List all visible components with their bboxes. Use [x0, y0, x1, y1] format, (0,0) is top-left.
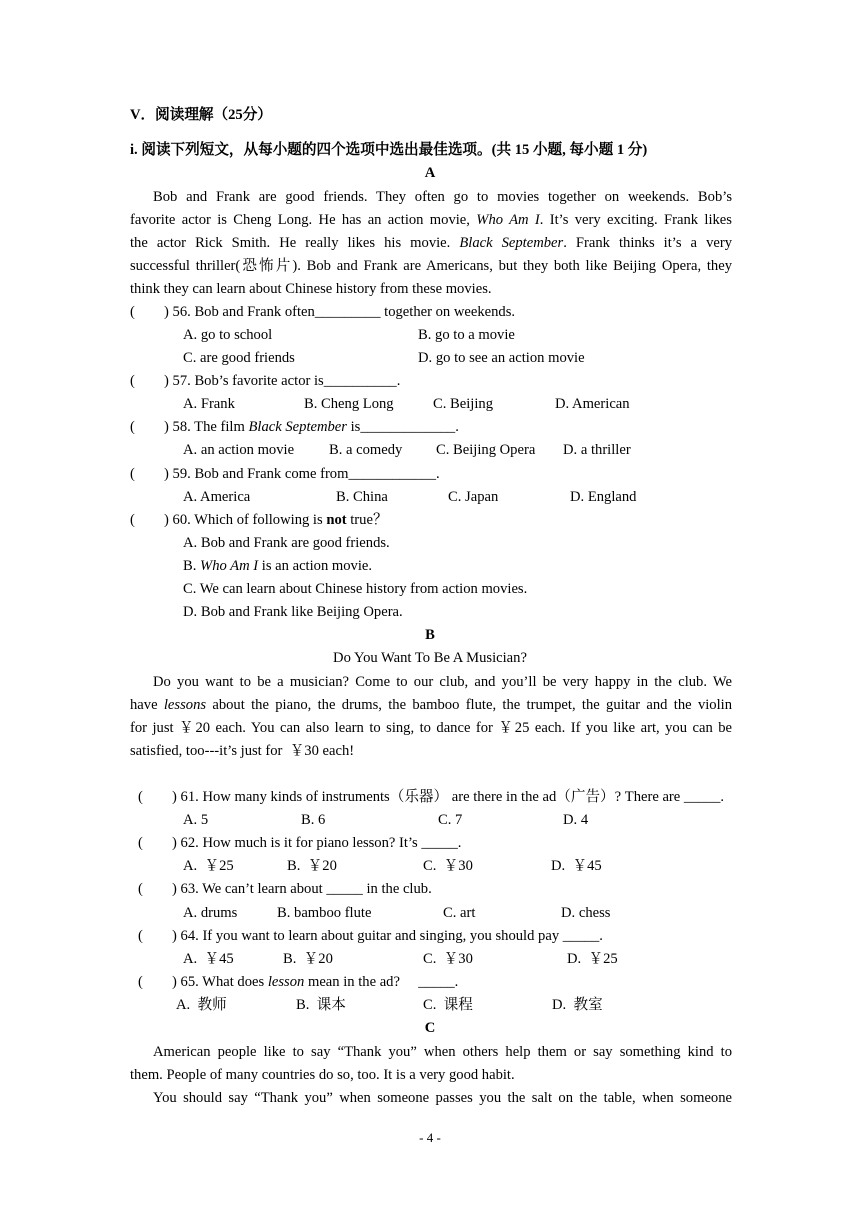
- passage-a-line-4: successful thriller(恐怖片). Bob and Frank are Americans, but they both like Beijing Opera, they: [130, 258, 732, 274]
- question-62-stem: ( ) 62. How much is it for piano lesson? It’s _____.: [138, 835, 462, 851]
- question-56-stem: ( ) 56. Bob and Frank often_________ together on weekends.: [130, 304, 516, 320]
- question-60-stem: ( ) 60. Which of following is not true？: [130, 512, 388, 528]
- question-56-option-a: A. go to school: [183, 327, 273, 343]
- question-64-option-b: B. ￥20: [283, 951, 333, 967]
- question-56-option-d: D. go to see an action movie: [418, 350, 585, 366]
- question-65-option-c: C. 课程: [423, 997, 473, 1013]
- passage-a-label: A: [424, 165, 436, 181]
- passage-c-label: C: [424, 1020, 436, 1036]
- question-61-option-a: A. 5: [183, 812, 209, 828]
- question-60-option-d: D. Bob and Frank like Beijing Opera.: [183, 604, 403, 620]
- question-64-option-d: D. ￥25: [567, 951, 618, 967]
- question-65-option-a: A. 教师: [176, 997, 227, 1013]
- question-59-stem: ( ) 59. Bob and Frank come from____________.: [130, 466, 440, 482]
- passage-b-line-3: for just ￥20 each. You can also learn to sing, to dance for ￥25 each. If you like art, you can be: [130, 720, 732, 736]
- passage-a-line-2: favorite actor is Cheng Long. He has an action movie, Who Am I. It’s very exciting. Frank likes: [130, 212, 732, 228]
- question-63-option-c: C. art: [443, 905, 476, 921]
- question-61-option-d: D. 4: [563, 812, 589, 828]
- section-heading: V．阅读理解（25分）: [130, 107, 272, 123]
- passage-b-title: Do You Want To Be A Musician?: [333, 650, 527, 666]
- word-lessons: lessons: [163, 697, 207, 713]
- passage-a-line-1: Bob and Frank are good friends. They often go to movies together on weekends. Bob’s: [153, 189, 732, 205]
- question-57-option-d: D. American: [555, 396, 630, 412]
- question-62-option-d: D. ￥45: [551, 858, 602, 874]
- question-63-stem: ( ) 63. We can’t learn about _____ in the club.: [138, 881, 432, 897]
- section-instruction: i. 阅读下列短文，从每小题的四个选项中选出最佳选项。(共 15 小题, 每小题 1 分): [130, 142, 648, 158]
- passage-c-line-1: American people like to say “Thank you” when others help them or say something kind to: [153, 1044, 732, 1060]
- question-59-option-b: B. China: [336, 489, 388, 505]
- question-58-option-a: A. an action movie: [183, 442, 295, 458]
- question-64-option-a: A. ￥45: [183, 951, 234, 967]
- passage-b-line-2: have lessons about the piano, the drums, the bamboo flute, the trumpet, the guitar and the violin: [130, 697, 732, 713]
- question-57-option-b: B. Cheng Long: [304, 396, 394, 412]
- question-58-option-c: C. Beijing Opera: [436, 442, 536, 458]
- question-58-option-d: D. a thriller: [563, 442, 631, 458]
- passage-a-line-3: the actor Rick Smith. He really likes his movie. Black September. Frank thinks it’s a very: [130, 235, 732, 251]
- passage-a-line-5: think they can learn about Chinese history from these movies.: [130, 281, 492, 297]
- question-63-option-a: A. drums: [183, 905, 238, 921]
- question-57-option-c: C. Beijing: [433, 396, 493, 412]
- question-65-stem: ( ) 65. What does lesson mean in the ad? _____.: [138, 974, 459, 990]
- question-65-option-b: B. 课本: [296, 997, 346, 1013]
- question-58-option-b: B. a comedy: [329, 442, 403, 458]
- question-57-stem: ( ) 57. Bob’s favorite actor is__________.: [130, 373, 401, 389]
- page-number: - 4 -: [419, 1130, 441, 1145]
- question-64-stem: ( ) 64. If you want to learn about guitar and singing, you should pay _____.: [138, 928, 603, 944]
- question-61-stem: ( ) 61. How many kinds of instruments（乐器） are there in the ad（广告）? There are _____.: [138, 789, 725, 805]
- passage-b-line-1: Do you want to be a musician? Come to our club, and you’ll be very happy in the club. We: [153, 674, 732, 690]
- question-61-option-b: B. 6: [301, 812, 326, 828]
- question-59-option-c: C. Japan: [448, 489, 499, 505]
- passage-c-line-2: them. People of many countries do so, too. It is a very good habit.: [130, 1067, 515, 1083]
- passage-b-line-4: satisfied, too---it’s just for ￥30 each!: [130, 743, 355, 759]
- question-56-option-b: B. go to a movie: [418, 327, 515, 343]
- passage-b-label: B: [425, 627, 435, 643]
- question-63-option-d: D. chess: [561, 905, 611, 921]
- question-56-option-c: C. are good friends: [183, 350, 295, 366]
- question-58-stem: ( ) 58. The film Black September is_____________.: [130, 419, 459, 435]
- question-60-option-b: B. Who Am I is an action movie.: [183, 558, 373, 574]
- question-57-option-a: A. Frank: [183, 396, 235, 412]
- question-60-option-a: A. Bob and Frank are good friends.: [183, 535, 390, 551]
- question-60-option-c: C. We can learn about Chinese history from action movies.: [183, 581, 528, 597]
- passage-c-line-3: You should say “Thank you” when someone passes you the salt on the table, when someone: [153, 1090, 732, 1106]
- question-62-option-a: A. ￥25: [183, 858, 234, 874]
- question-64-option-c: C. ￥30: [423, 951, 473, 967]
- question-62-option-b: B. ￥20: [287, 858, 337, 874]
- question-65-option-d: D. 教室: [552, 997, 603, 1013]
- question-59-option-a: A. America: [183, 489, 251, 505]
- question-62-option-c: C. ￥30: [423, 858, 473, 874]
- movie-title-black-september: Black September: [459, 235, 564, 251]
- question-61-option-c: C. 7: [438, 812, 463, 828]
- question-59-option-d: D. England: [570, 489, 637, 505]
- question-63-option-b: B. bamboo flute: [277, 905, 372, 921]
- movie-title-who-am-i: Who Am I: [476, 212, 540, 228]
